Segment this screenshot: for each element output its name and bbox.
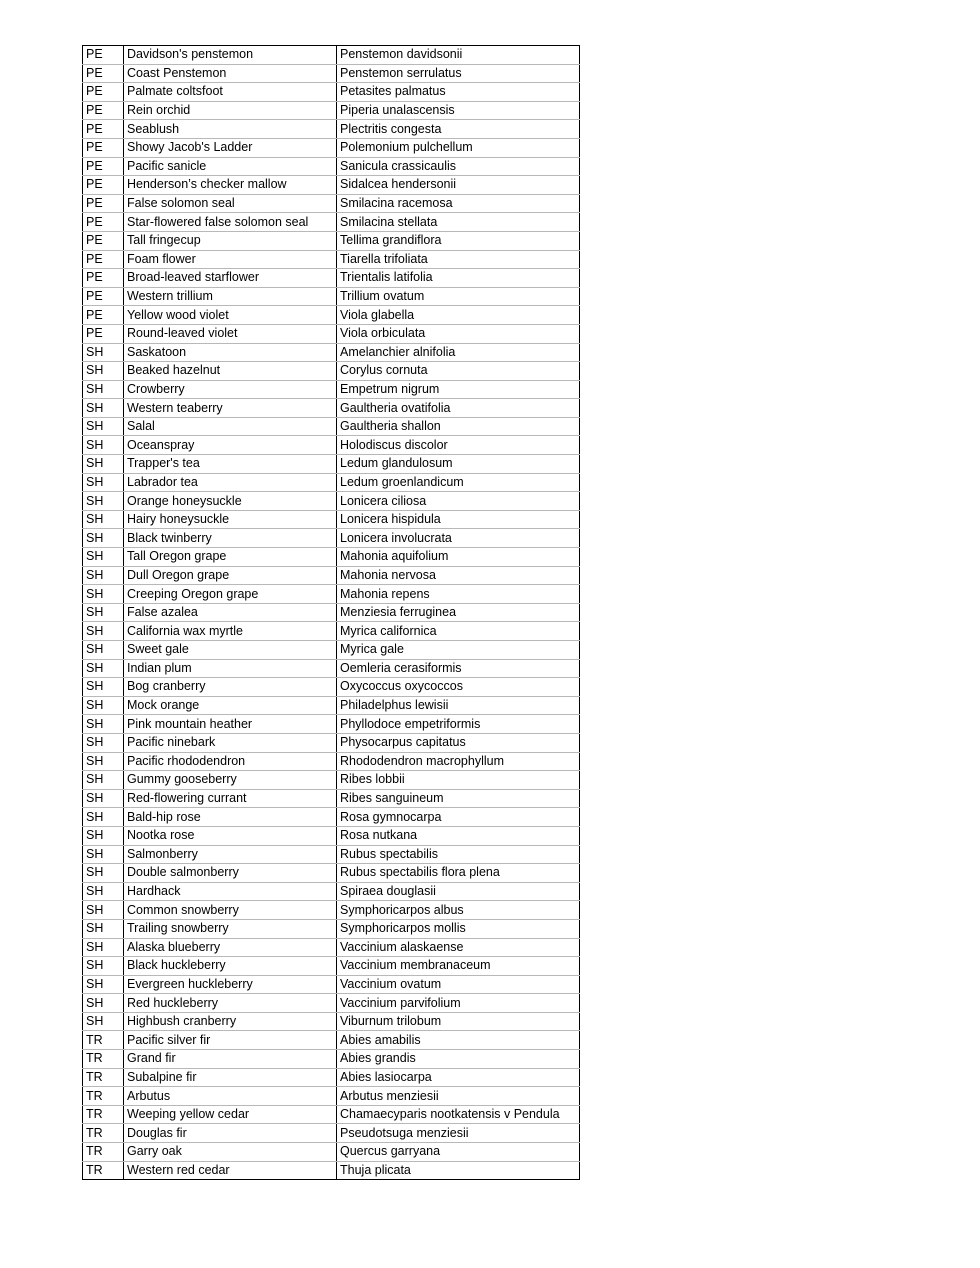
type-code-cell: SH bbox=[83, 529, 124, 548]
table-row bbox=[83, 250, 580, 269]
type-code-cell: SH bbox=[83, 362, 124, 381]
table-row bbox=[83, 492, 580, 511]
common-name-cell: Gummy gooseberry bbox=[124, 771, 337, 790]
latin-name-cell: Rhododendron macrophyllum bbox=[337, 752, 580, 771]
latin-name-cell: Abies lasiocarpa bbox=[337, 1068, 580, 1087]
type-code-cell: SH bbox=[83, 603, 124, 622]
table-row bbox=[83, 603, 580, 622]
type-code-cell: SH bbox=[83, 641, 124, 660]
table-row bbox=[83, 138, 580, 157]
table-row bbox=[83, 864, 580, 883]
table-row bbox=[83, 957, 580, 976]
type-code-cell: SH bbox=[83, 715, 124, 734]
table-row bbox=[83, 1031, 580, 1050]
type-code-cell: SH bbox=[83, 733, 124, 752]
type-code-cell: SH bbox=[83, 994, 124, 1013]
common-name-cell: Hardhack bbox=[124, 882, 337, 901]
latin-name-cell: Vaccinium alaskaense bbox=[337, 938, 580, 957]
table-row bbox=[83, 380, 580, 399]
latin-name-cell: Piperia unalascensis bbox=[337, 101, 580, 120]
type-code-cell: SH bbox=[83, 492, 124, 511]
type-code-cell: TR bbox=[83, 1087, 124, 1106]
common-name-cell: Round-leaved violet bbox=[124, 324, 337, 343]
latin-name-cell: Tellima grandiflora bbox=[337, 231, 580, 250]
type-code-cell: PE bbox=[83, 287, 124, 306]
table-row bbox=[83, 696, 580, 715]
type-code-cell: SH bbox=[83, 399, 124, 418]
table-row bbox=[83, 101, 580, 120]
table-row bbox=[83, 715, 580, 734]
common-name-cell: Western trillium bbox=[124, 287, 337, 306]
type-code-cell: SH bbox=[83, 417, 124, 436]
latin-name-cell: Mahonia nervosa bbox=[337, 566, 580, 585]
table-row bbox=[83, 83, 580, 102]
table-row bbox=[83, 975, 580, 994]
latin-name-cell: Lonicera ciliosa bbox=[337, 492, 580, 511]
table-row bbox=[83, 399, 580, 418]
table-row bbox=[83, 1012, 580, 1031]
common-name-cell: Trailing snowberry bbox=[124, 919, 337, 938]
common-name-cell: Bald-hip rose bbox=[124, 808, 337, 827]
table-row bbox=[83, 529, 580, 548]
latin-name-cell: Ledum glandulosum bbox=[337, 455, 580, 474]
table-row bbox=[83, 343, 580, 362]
latin-name-cell: Polemonium pulchellum bbox=[337, 138, 580, 157]
type-code-cell: SH bbox=[83, 975, 124, 994]
latin-name-cell: Physocarpus capitatus bbox=[337, 733, 580, 752]
type-code-cell: TR bbox=[83, 1143, 124, 1162]
table-row bbox=[83, 120, 580, 139]
type-code-cell: SH bbox=[83, 585, 124, 604]
type-code-cell: SH bbox=[83, 919, 124, 938]
type-code-cell: PE bbox=[83, 213, 124, 232]
common-name-cell: Oceanspray bbox=[124, 436, 337, 455]
common-name-cell: Grand fir bbox=[124, 1050, 337, 1069]
common-name-cell: Dull Oregon grape bbox=[124, 566, 337, 585]
latin-name-cell: Gaultheria shallon bbox=[337, 417, 580, 436]
type-code-cell: SH bbox=[83, 510, 124, 529]
common-name-cell: Nootka rose bbox=[124, 826, 337, 845]
common-name-cell: Hairy honeysuckle bbox=[124, 510, 337, 529]
table-row bbox=[83, 64, 580, 83]
table-row bbox=[83, 771, 580, 790]
type-code-cell: PE bbox=[83, 101, 124, 120]
table-row bbox=[83, 1068, 580, 1087]
common-name-cell: Western teaberry bbox=[124, 399, 337, 418]
common-name-cell: Pacific rhododendron bbox=[124, 752, 337, 771]
common-name-cell: Beaked hazelnut bbox=[124, 362, 337, 381]
table-row bbox=[83, 585, 580, 604]
common-name-cell: Davidson's penstemon bbox=[124, 46, 337, 65]
latin-name-cell: Tiarella trifoliata bbox=[337, 250, 580, 269]
common-name-cell: Subalpine fir bbox=[124, 1068, 337, 1087]
table-row bbox=[83, 1161, 580, 1180]
type-code-cell: SH bbox=[83, 957, 124, 976]
type-code-cell: SH bbox=[83, 752, 124, 771]
latin-name-cell: Abies amabilis bbox=[337, 1031, 580, 1050]
common-name-cell: Saskatoon bbox=[124, 343, 337, 362]
latin-name-cell: Oemleria cerasiformis bbox=[337, 659, 580, 678]
table-row bbox=[83, 269, 580, 288]
table-row bbox=[83, 901, 580, 920]
table-row bbox=[83, 641, 580, 660]
latin-name-cell: Rubus spectabilis flora plena bbox=[337, 864, 580, 883]
latin-name-cell: Viburnum trilobum bbox=[337, 1012, 580, 1031]
common-name-cell: Douglas fir bbox=[124, 1124, 337, 1143]
common-name-cell: Rein orchid bbox=[124, 101, 337, 120]
common-name-cell: False azalea bbox=[124, 603, 337, 622]
latin-name-cell: Amelanchier alnifolia bbox=[337, 343, 580, 362]
latin-name-cell: Sidalcea hendersonii bbox=[337, 176, 580, 195]
table-row bbox=[83, 1124, 580, 1143]
type-code-cell: SH bbox=[83, 938, 124, 957]
common-name-cell: False solomon seal bbox=[124, 194, 337, 213]
type-code-cell: PE bbox=[83, 64, 124, 83]
common-name-cell: Alaska blueberry bbox=[124, 938, 337, 957]
common-name-cell: Red-flowering currant bbox=[124, 789, 337, 808]
latin-name-cell: Empetrum nigrum bbox=[337, 380, 580, 399]
common-name-cell: Salal bbox=[124, 417, 337, 436]
table-row bbox=[83, 808, 580, 827]
latin-name-cell: Chamaecyparis nootkatensis v Pendula bbox=[337, 1105, 580, 1124]
table-row bbox=[83, 622, 580, 641]
type-code-cell: PE bbox=[83, 83, 124, 102]
latin-name-cell: Myrica gale bbox=[337, 641, 580, 660]
latin-name-cell: Mahonia repens bbox=[337, 585, 580, 604]
common-name-cell: Highbush cranberry bbox=[124, 1012, 337, 1031]
type-code-cell: SH bbox=[83, 436, 124, 455]
latin-name-cell: Spiraea douglasii bbox=[337, 882, 580, 901]
latin-name-cell: Penstemon davidsonii bbox=[337, 46, 580, 65]
latin-name-cell: Pseudotsuga menziesii bbox=[337, 1124, 580, 1143]
latin-name-cell: Trillium ovatum bbox=[337, 287, 580, 306]
table-row bbox=[83, 213, 580, 232]
common-name-cell: California wax myrtle bbox=[124, 622, 337, 641]
common-name-cell: Creeping Oregon grape bbox=[124, 585, 337, 604]
latin-name-cell: Corylus cornuta bbox=[337, 362, 580, 381]
table-row bbox=[83, 417, 580, 436]
common-name-cell: Foam flower bbox=[124, 250, 337, 269]
table-row bbox=[83, 733, 580, 752]
common-name-cell: Palmate coltsfoot bbox=[124, 83, 337, 102]
table-row bbox=[83, 194, 580, 213]
type-code-cell: SH bbox=[83, 566, 124, 585]
table-row bbox=[83, 455, 580, 474]
latin-name-cell: Ledum groenlandicum bbox=[337, 473, 580, 492]
latin-name-cell: Ribes lobbii bbox=[337, 771, 580, 790]
common-name-cell: Weeping yellow cedar bbox=[124, 1105, 337, 1124]
type-code-cell: PE bbox=[83, 46, 124, 65]
common-name-cell: Crowberry bbox=[124, 380, 337, 399]
type-code-cell: SH bbox=[83, 882, 124, 901]
common-name-cell: Showy Jacob's Ladder bbox=[124, 138, 337, 157]
latin-name-cell: Phyllodoce empetriformis bbox=[337, 715, 580, 734]
latin-name-cell: Holodiscus discolor bbox=[337, 436, 580, 455]
latin-name-cell: Abies grandis bbox=[337, 1050, 580, 1069]
type-code-cell: SH bbox=[83, 789, 124, 808]
latin-name-cell: Penstemon serrulatus bbox=[337, 64, 580, 83]
type-code-cell: PE bbox=[83, 157, 124, 176]
latin-name-cell: Vaccinium membranaceum bbox=[337, 957, 580, 976]
latin-name-cell: Vaccinium parvifolium bbox=[337, 994, 580, 1013]
common-name-cell: Pacific sanicle bbox=[124, 157, 337, 176]
table-row bbox=[83, 287, 580, 306]
common-name-cell: Orange honeysuckle bbox=[124, 492, 337, 511]
type-code-cell: TR bbox=[83, 1050, 124, 1069]
latin-name-cell: Thuja plicata bbox=[340, 1162, 411, 1177]
type-code-cell: SH bbox=[83, 473, 124, 492]
common-name-cell: Black twinberry bbox=[124, 529, 337, 548]
plant-table bbox=[82, 45, 580, 1180]
common-name-cell: Indian plum bbox=[124, 659, 337, 678]
common-name-cell: Trapper's tea bbox=[124, 455, 337, 474]
type-code-cell: SH bbox=[83, 678, 124, 697]
common-name-cell: Black huckleberry bbox=[124, 957, 337, 976]
table-row bbox=[83, 46, 580, 65]
table-row bbox=[83, 789, 580, 808]
latin-name-cell: Lonicera involucrata bbox=[337, 529, 580, 548]
type-code-cell: TR bbox=[83, 1031, 124, 1050]
common-name-cell: Sweet gale bbox=[124, 641, 337, 660]
table-row bbox=[83, 1143, 580, 1162]
common-name-cell: Common snowberry bbox=[124, 901, 337, 920]
type-code-cell: PE bbox=[83, 324, 124, 343]
plant-table-body bbox=[83, 46, 580, 1180]
common-name-cell: Tall fringecup bbox=[124, 231, 337, 250]
type-code-cell: SH bbox=[83, 845, 124, 864]
common-name-cell: Seablush bbox=[124, 120, 337, 139]
table-row bbox=[83, 362, 580, 381]
type-code-cell: SH bbox=[83, 380, 124, 399]
latin-name-cell: Ribes sanguineum bbox=[337, 789, 580, 808]
table-row bbox=[83, 473, 580, 492]
latin-name-cell: Viola glabella bbox=[337, 306, 580, 325]
type-code-cell: PE bbox=[83, 138, 124, 157]
latin-name-cell: Lonicera hispidula bbox=[337, 510, 580, 529]
type-code-cell: SH bbox=[83, 343, 124, 362]
table-row bbox=[83, 324, 580, 343]
table-row bbox=[83, 678, 580, 697]
latin-name-cell: Gaultheria ovatifolia bbox=[337, 399, 580, 418]
latin-name-cell: Rosa gymnocarpa bbox=[337, 808, 580, 827]
common-name-cell: Garry oak bbox=[124, 1143, 337, 1162]
type-code-cell: PE bbox=[83, 269, 124, 288]
common-name-cell: Western red cedar bbox=[124, 1161, 337, 1180]
table-row bbox=[83, 231, 580, 250]
table-row bbox=[83, 176, 580, 195]
latin-name-cell: Arbutus menziesii bbox=[337, 1087, 580, 1106]
type-code-cell: PE bbox=[83, 231, 124, 250]
table-row bbox=[83, 157, 580, 176]
type-code-cell: SH bbox=[83, 659, 124, 678]
common-name-cell: Arbutus bbox=[124, 1087, 337, 1106]
common-name-cell: Yellow wood violet bbox=[124, 306, 337, 325]
type-code-cell: TR bbox=[83, 1105, 124, 1124]
latin-name-cell: Philadelphus lewisii bbox=[337, 696, 580, 715]
table-row bbox=[83, 938, 580, 957]
common-name-cell: Coast Penstemon bbox=[124, 64, 337, 83]
common-name-cell: Tall Oregon grape bbox=[124, 548, 337, 567]
latin-name-cell: Smilacina stellata bbox=[337, 213, 580, 232]
latin-name-cell: Viola orbiculata bbox=[337, 324, 580, 343]
table-row bbox=[83, 510, 580, 529]
table-row bbox=[83, 845, 580, 864]
type-code-cell: PE bbox=[83, 176, 124, 195]
table-row bbox=[83, 1087, 580, 1106]
type-code-cell: SH bbox=[83, 622, 124, 641]
common-name-cell: Double salmonberry bbox=[124, 864, 337, 883]
common-name-cell: Bog cranberry bbox=[124, 678, 337, 697]
type-code-cell: SH bbox=[83, 696, 124, 715]
type-code-cell: TR bbox=[83, 1068, 124, 1087]
latin-name-cell: Trientalis latifolia bbox=[337, 269, 580, 288]
type-code-cell: SH bbox=[83, 1012, 124, 1031]
latin-name-cell: Menziesia ferruginea bbox=[337, 603, 580, 622]
type-code-cell: SH bbox=[83, 826, 124, 845]
table-row bbox=[83, 306, 580, 325]
type-code-cell: SH bbox=[83, 864, 124, 883]
common-name-cell: Star-flowered false solomon seal bbox=[124, 213, 337, 232]
type-code-cell: SH bbox=[83, 455, 124, 474]
type-code-cell: SH bbox=[83, 548, 124, 567]
common-name-cell: Pink mountain heather bbox=[124, 715, 337, 734]
latin-name-cell: Mahonia aquifolium bbox=[337, 548, 580, 567]
common-name-cell: Mock orange bbox=[124, 696, 337, 715]
table-row bbox=[83, 919, 580, 938]
common-name-cell: Red huckleberry bbox=[124, 994, 337, 1013]
table-row bbox=[83, 882, 580, 901]
type-code-cell: SH bbox=[83, 808, 124, 827]
latin-name-cell: Rosa nutkana bbox=[337, 826, 580, 845]
type-code-cell: TR bbox=[83, 1161, 124, 1180]
latin-name-cell: Symphoricarpos albus bbox=[337, 901, 580, 920]
common-name-cell: Evergreen huckleberry bbox=[124, 975, 337, 994]
latin-name-cell: Quercus garryana bbox=[337, 1143, 580, 1162]
table-row bbox=[83, 436, 580, 455]
common-name-cell: Henderson’s checker mallow bbox=[124, 176, 337, 195]
table-row bbox=[83, 659, 580, 678]
table-row bbox=[83, 548, 580, 567]
table-row bbox=[83, 1050, 580, 1069]
type-code-cell: PE bbox=[83, 194, 124, 213]
type-code-cell: SH bbox=[83, 771, 124, 790]
type-code-cell: SH bbox=[83, 901, 124, 920]
latin-name-cell: Petasites palmatus bbox=[337, 83, 580, 102]
table-row bbox=[83, 566, 580, 585]
common-name-cell: Labrador tea bbox=[124, 473, 337, 492]
latin-name-cell: Symphoricarpos mollis bbox=[337, 919, 580, 938]
latin-name-cell: Smilacina racemosa bbox=[337, 194, 580, 213]
table-row bbox=[83, 752, 580, 771]
table-row bbox=[83, 826, 580, 845]
latin-name-cell: Oxycoccus oxycoccos bbox=[337, 678, 580, 697]
latin-name-cell: Sanicula crassicaulis bbox=[337, 157, 580, 176]
latin-name-cell: Plectritis congesta bbox=[337, 120, 580, 139]
common-name-cell: Pacific silver fir bbox=[124, 1031, 337, 1050]
type-code-cell: TR bbox=[83, 1124, 124, 1143]
table-row bbox=[83, 994, 580, 1013]
type-code-cell: PE bbox=[83, 306, 124, 325]
table-row bbox=[83, 1105, 580, 1124]
latin-name-cell: Rubus spectabilis bbox=[337, 845, 580, 864]
type-code-cell: PE bbox=[83, 250, 124, 269]
common-name-cell: Salmonberry bbox=[124, 845, 337, 864]
type-code-cell: PE bbox=[83, 120, 124, 139]
latin-name-cell: Myrica californica bbox=[337, 622, 580, 641]
latin-name-cell: Vaccinium ovatum bbox=[337, 975, 580, 994]
common-name-cell: Broad-leaved starflower bbox=[124, 269, 337, 288]
common-name-cell: Pacific ninebark bbox=[124, 733, 337, 752]
